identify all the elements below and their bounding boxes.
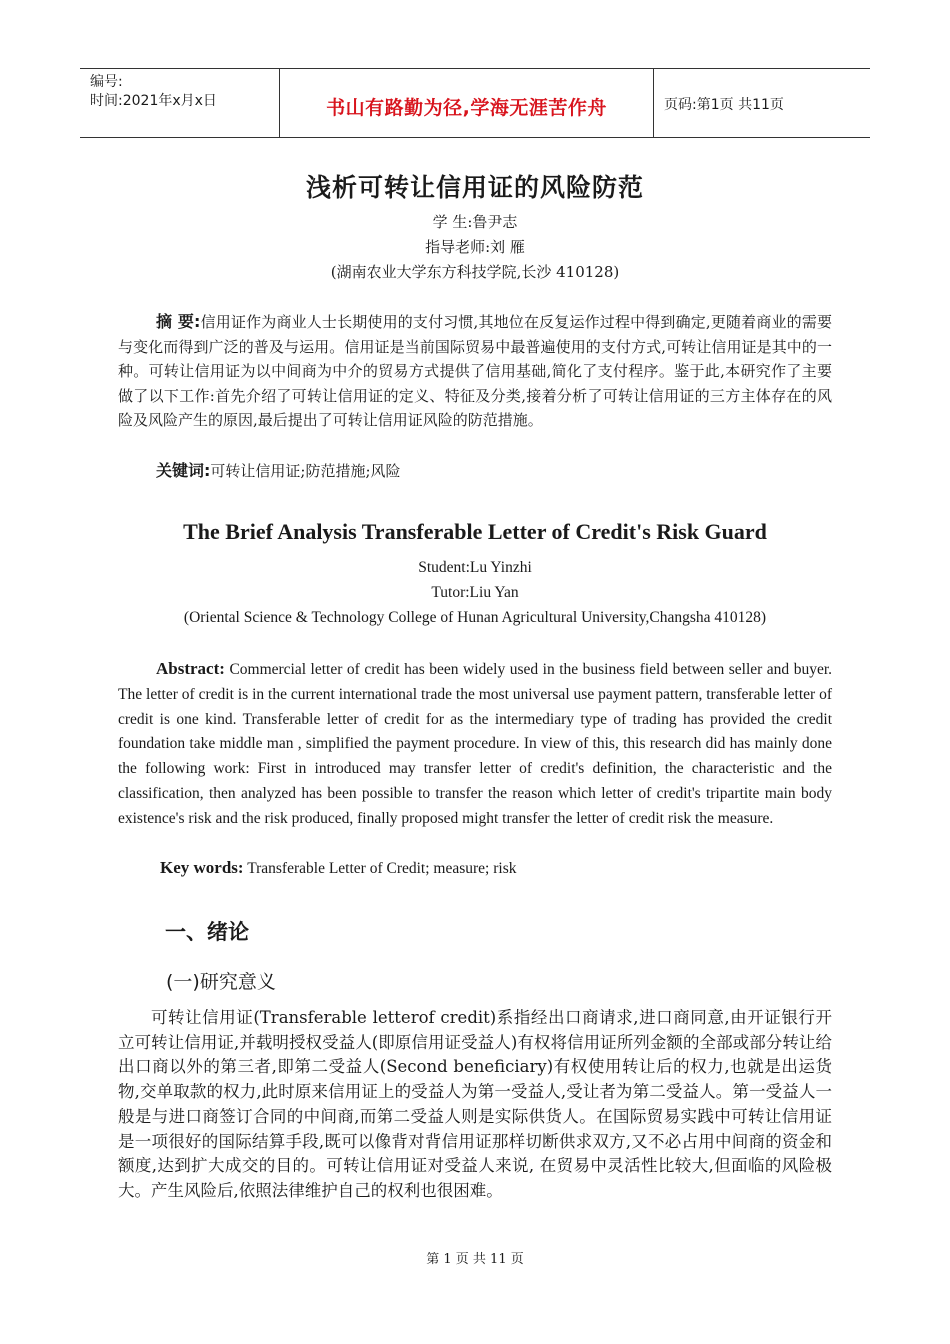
keywords-en-text: Transferable Letter of Credit; measure; risk [247, 860, 517, 877]
header-motto: 书山有路勤为径,学海无涯苦作舟 [280, 69, 654, 137]
keywords-en-label: Key words: [160, 858, 244, 877]
section-heading: 一、绪论 [165, 920, 249, 944]
document-number-label: 编号: [90, 74, 123, 90]
subsection-heading: (一)研究意义 [166, 971, 276, 993]
affiliation-en: (Oriental Science & Technology College of Hunan Agricultural University,Changsha 410128) [183, 609, 767, 626]
abstract-cn-text: 信用证作为商业人士长期使用的支付习惯,其地位在反复运作过程中得到确定,更随着商业的需要与变化而得到广泛的普及与运用。信用证是当前国际贸易中最普遍使用的支付方式,可转让信用证是其中的一种。可转让信用证为以中间商为中介的贸易方式提供了信用基础,简化了支付程序。鉴于此,本研究作了主要做了以下工作:首先介绍了可转让信用证的定义、特征及分类,接着分析了可转让信用证的三方主体存在的风险及风险产生的原因,最后提出了可转让信用证风险的防范措施。 [118, 313, 832, 430]
paper-title-cn: 浅析可转让信用证的风险防范 [305, 173, 644, 202]
student-cn: 学 生:鲁尹志 [432, 213, 518, 231]
abstract-en [118, 657, 832, 832]
affiliation-cn: (湖南农业大学东方科技学院,长沙 410128) [330, 263, 620, 281]
abstract-cn [118, 310, 832, 433]
keywords-cn-label: 关键词: [156, 461, 211, 480]
paper-title-en: The Brief Analysis Transferable Letter of Credit's Risk Guard [183, 519, 767, 544]
tutor-cn: 指导老师:刘 雁 [425, 238, 525, 256]
tutor-en: Tutor:Liu Yan [431, 584, 519, 601]
abstract-en-text: Commercial letter of credit has been widely used in the business field between seller and buyer. The letter of credit is in the current international trade the most universal use payment pattern, transferable letter of credit is one kind. Transferable letter of credit for as the intermediary type of trading has provided the credit foundation take middle man , simplified the payment procedure. In view of this, this research did has mainly done the following work: First in introduced may transfer letter of credit's definition, the characteristic and the classification, then analyzed has been possible to transfer the reason which letter of credit's tripartite main body existence's risk and the risk produced, finally proposed might transfer the letter of credit risk the measure. [118, 661, 833, 827]
keywords-cn-text: 可转让信用证;防范措施;风险 [210, 462, 401, 480]
header-page-info: 页码:第1页 共11页 [664, 97, 784, 113]
keywords-cn [118, 459, 832, 484]
document-date: 时间:2021年x月x日 [90, 93, 217, 109]
body-paragraph: 可转让信用证(Transferable letterof credit)系指经出口商请求,进口商同意,由开证银行开立可转让信用证,并载明授权受益人(即原信用证受益人)有权将信用证所列金额的全部或部分转让给出口商以外的第三者,即第二受益人(Second beneficiary)有权使用转让后的权力,也就是出运货物,交单取款的权力,此时原来信用证上的受益人为第一受益人,受让者为第二受益人。第一受益人一般是与进口商签订合同的中间商,而第二受益人则是实际供货人。在国际贸易实践中可转让信用证是一项很好的国际结算手段,既可以像背对背信用证那样切断供求双方,又不必占用中间商的资金和额度,达到扩大成交的目的。可转让信用证对受益人来说, 在贸易中灵活性比较大,但面临的风险极大。产生风险后,依照法律维护自己的权利也很困难。 [118, 1008, 832, 1200]
keywords-en [118, 856, 832, 882]
page-footer: 第 1 页 共 11 页 [426, 1252, 524, 1267]
abstract-cn-label: 摘 要: [156, 312, 201, 331]
header-meta [80, 69, 280, 137]
abstract-en-label: Abstract: [156, 659, 225, 678]
student-en: Student:Lu Yinzhi [418, 559, 532, 576]
document-header [80, 68, 870, 138]
